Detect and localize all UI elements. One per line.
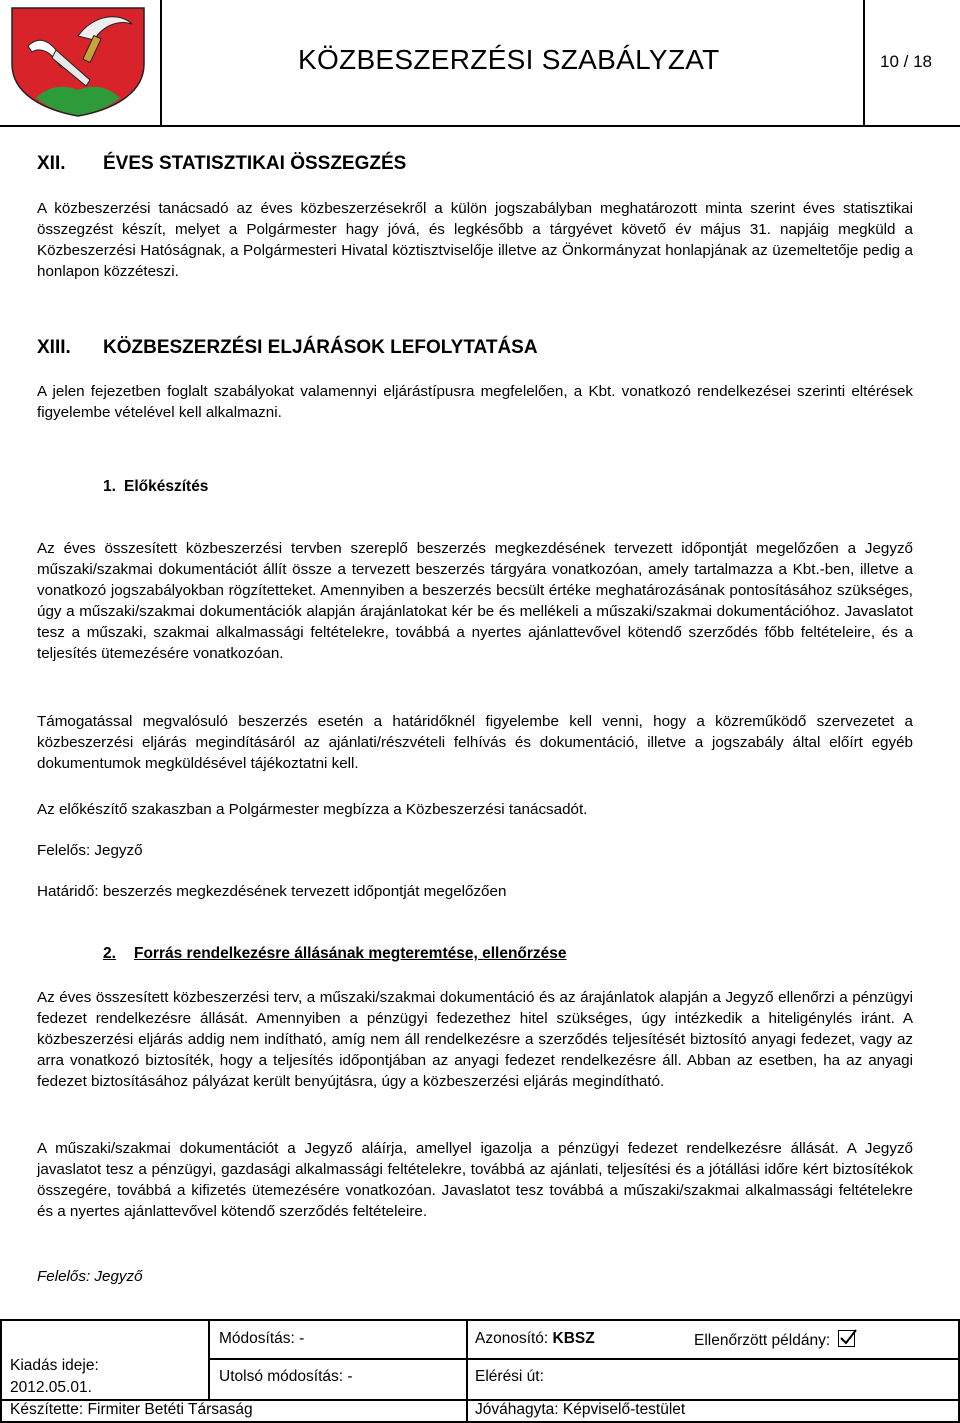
section-title-xii: ÉVES STATISZTIKAI ÖSSZEGZÉS — [103, 153, 407, 174]
section-title-xiii: KÖZBESZERZÉSI ELJÁRÁSOK LEFOLYTATÁSA — [103, 337, 538, 358]
funds-paragraph-1: Az éves összesített közbeszerzési terv, a műszaki/szakmai dokumentáció és az árajánlatok alapján a Jegyző ellenőrzi a pénzügyi fedezet rendelkezésre állását. Amennyiben a pénzügyi fedezethez hitel szükséges, úgy intézkedik a hiteligénylés iránt. A közbeszerzési eljárás addig nem indítható, amíg nem áll rendelkezésre a szerződés teljesítését biztosító anyagi fedezet, vagy az arra vonatkozó biztosíték, hogy a teljesítés időpontjában az anyagi fedezet rendelkezésre áll. Abban az esetben, ha az anyagi fedezet biztosításához pályázat került benyújtásra, úgy a közbeszerzési eljárás megindítható. — [37, 989, 913, 1090]
preparation-paragraph-2: Támogatással megvalósuló beszerzés esetén a határidőknél figyelembe kell venni, hogy a közreműködő szervezetet a közbeszerzési eljárás megindításáról az ajánlati/részvételi felhívás és dokumentáció, illetve a jogszabály által előírt egyéb dokumentumok megküldésével tájékoztatni kell. — [37, 713, 913, 772]
subsection-number-2: 2. — [103, 945, 116, 962]
section-number-xii: XII. — [37, 153, 66, 174]
identifier — [475, 1330, 595, 1348]
checked-copy — [694, 1330, 855, 1350]
section-number-xiii: XIII. — [37, 337, 71, 358]
approved-by: Jóváhagyta: Képviselő-testület — [475, 1401, 686, 1418]
subsection-number-1: 1. — [103, 478, 116, 495]
checked-copy-label: Ellenőrzött példány: — [694, 1332, 831, 1349]
checked-checkbox-icon — [838, 1330, 855, 1347]
preparation-paragraph-3: Az előkészítő szakaszban a Polgármester megbízza a Közbeszerzési tanácsadót. — [37, 801, 588, 818]
section-xii-paragraph: A közbeszerzési tanácsadó az éves közbeszerzésekről a külön jogszabályban meghatározott minta szerint éves statisztikai összegzést készít, melyet a Polgármester hagy jóvá, és legkésőbb a tárgyévet követő év május 31. napjáig megküld a Közbeszerzési Hatóságnak, a Polgármesteri Hivatal köztisztviselője illetve az Önkormányzat honlapjának az üzemeltetője pedig a honlapon közzéteszi. — [37, 200, 913, 280]
subsection-title-funds: Forrás rendelkezésre állásának megteremtése, ellenőrzése — [134, 945, 567, 962]
preparation-deadline: Határidő: beszerzés megkezdésének tervezett időpontját megelőzően — [37, 883, 507, 900]
page-number: 10 / 18 — [880, 52, 932, 71]
funds-paragraph-2: A műszaki/szakmai dokumentációt a Jegyző aláírja, amellyel igazolja a pénzügyi fedezet rendelkezésre állását. A Jegyző javaslatot tesz a pénzügyi, gazdasági alkalmassági feltételekre, továbbá az ajánlati, teljesítési és a jótállási időre kért biztosítékok összegére, továbbá a kifizetés ütemezésére vonatkozóan. Javaslatot tesz továbbá a műszaki/szakmai alkalmassági feltételekre és a nyertes ajánlattevővel kötendő szerződés feltételeire. — [37, 1140, 913, 1220]
preparation-paragraph-1: Az éves összesített közbeszerzési tervben szereplő beszerzés megkezdésének tervezett időpontját megelőzően a Jegyző műszaki/szakmai dokumentációt állít össze a tervezett beszerzés tárgyára vonatkozóan, amely tartalmazza a Kbt.-ben, illetve a vonatkozó jogszabályokban rögzítetteket. Amennyiben a beszerzés becsült értéke meghatározásának pontosításához szükséges, úgy a műszaki/szakmai dokumentációk alapján árajánlatokat kér be és mellékeli a műszaki/szakmai dokumentációhoz. Javaslatot tesz a műszaki, szakmai alkalmassági feltételekre, továbbá a nyertes ajánlattevővel kötendő szerződés főbb feltételeire, és a teljesítés ütemezésére vonatkozóan. — [37, 540, 913, 662]
section-xiii-paragraph: A jelen fejezetben foglalt szabályokat valamennyi eljárástípusra megfelelően, a Kbt. vonatkozó rendelkezései szerinti eltérések figyelembe vételével kell alkalmazni. — [37, 383, 913, 421]
modification: Módosítás: - — [219, 1330, 305, 1347]
preparation-responsible: Felelős: Jegyző — [37, 842, 143, 859]
last-modification: Utolsó módosítás: - — [219, 1368, 353, 1385]
issue-date-label: Kiadás ideje: — [10, 1357, 99, 1374]
page-footer — [0, 1319, 960, 1423]
coat-of-arms-logo — [8, 6, 148, 118]
page-header — [0, 0, 960, 128]
file-path-label: Elérési út: — [475, 1368, 544, 1385]
funds-responsible: Felelős: Jegyző — [37, 1268, 143, 1285]
document-title: KÖZBESZERZÉSI SZABÁLYZAT — [298, 44, 720, 75]
issue-date-value: 2012.05.01. — [10, 1379, 92, 1396]
identifier-label: Azonosító: — [475, 1330, 553, 1347]
made-by: Készítette: Firmiter Betéti Társaság — [10, 1401, 253, 1418]
subsection-title-preparation: Előkészítés — [124, 478, 209, 495]
identifier-value: KBSZ — [552, 1330, 595, 1347]
